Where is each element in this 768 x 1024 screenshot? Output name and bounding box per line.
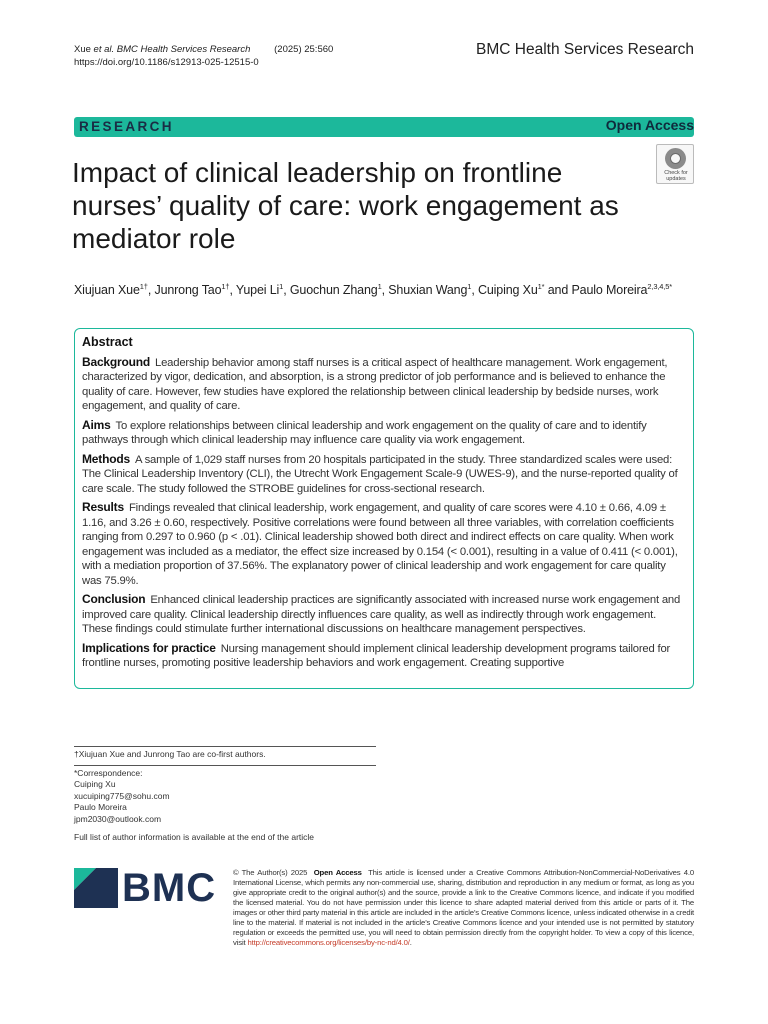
section-heading: Results [82, 500, 124, 514]
abstract-section [82, 355, 686, 414]
article-type-label: RESEARCH [79, 119, 174, 134]
section-text: Nursing management should implement clinical leadership development programs tailored for frontline nurses, promoting positive leadership behaviors and work engagement. Creating supportive [82, 642, 671, 669]
abstract-section [82, 500, 686, 588]
check-updates-icon [665, 148, 686, 169]
open-access-label: Open Access [605, 117, 694, 133]
author-info-note: Full list of author information is available at the end of the article [74, 832, 315, 842]
correspondence-label: *Correspondence: [74, 768, 143, 778]
bmc-logo [74, 866, 217, 910]
correspondent-name: Paulo Moreira [74, 802, 127, 813]
citation-line [74, 43, 333, 56]
article-title: Impact of clinical leadership on frontline nurses’ quality of care: work engagement as mediator role [72, 157, 619, 254]
bmc-logo-text: BMC [122, 866, 217, 910]
check-for-updates-badge[interactable] [656, 144, 694, 184]
section-text: To explore relationships between clinical leadership and work engagement on the quality of care and to identify pathways through which clinical leadership may influence care quality via work engagement. [82, 419, 647, 446]
abstract-section [82, 452, 686, 497]
abstract-box [74, 328, 694, 689]
citation-journal: BMC Health Services Research [116, 44, 251, 55]
author-affiliation-marker: 1 [467, 281, 472, 291]
author-name: Yupei Li [235, 283, 280, 297]
correspondent-email[interactable]: jpm2030@outlook.com [74, 813, 162, 824]
author-affiliation-marker: 1 [279, 281, 284, 291]
abstract-heading: Abstract [82, 335, 133, 349]
section-heading: Background [82, 354, 151, 369]
author-list: Xiujuan Xue$^{1\dagger}$, Junrong Tao$^{1\dagger}$, Yupei Li$^1$, Guochun Zhang$^1$, Shuxian Wang$^1$, Cuiping $Xu^{1*}$ and Paulo Moreira$^{2,3,4,5*}$ [74, 281, 673, 297]
section-text: Enhanced clinical leadership practices are significantly associated with increased nurse work engagement and improved care quality. Clinical leadership directly influences care quality, as well as indirectly through work engagement. These findings could stimulate further international discussions on healthcare management perspectives. [82, 594, 681, 635]
bmc-logo-mark-icon [74, 868, 118, 908]
author-name: Junrong Tao [154, 283, 222, 297]
citation-etal: et al. [93, 44, 115, 55]
license-link-tail: . [409, 938, 412, 947]
citation-year-volume: (2025) 25:560 [274, 44, 334, 55]
research-banner [74, 117, 694, 137]
author-name: Shuxian Wang [388, 283, 468, 297]
abstract-section [82, 592, 686, 637]
section-text: A sample of 1,029 staff nurses from 20 hospitals participated in the study. Three standardized scales were used: The Clinical Leadership Inventory (CLI), the Utrecht Work Engagement Scale-9 (UWES-9), and the nurse-reported quality of care scale. The study followed the STROBE guidelines for cross-sectional research. [82, 453, 678, 495]
running-header [74, 43, 333, 69]
correspondent-name: Cuiping Xu [74, 779, 116, 790]
journal-name: BMC Health Services Research [476, 41, 694, 58]
abstract-section [82, 418, 686, 448]
section-text: Findings revealed that clinical leadership, work engagement, and quality of care scores were 4.10 ± 0.66, 4.09 ± 1.16, and 3.26 ± 0.60, respectively. Positive correlations were found between all three variables, with correlation coefficients ranging from 0.297 to 0.960 (p < .01). Clinical leadership showed both direct and indirect effects on care quality. When work engagement was included as a mediator, the effect size increased by 0.154 (< 0.001), resulting in a value of 0.411 (< 0.001), with a mediation proportion of 37.56%. The explanatory power of clinical leadership and work engagement for care quality was 75.9%. [82, 502, 678, 587]
footnote-divider [74, 746, 376, 747]
section-heading: Implications for practice [82, 640, 216, 655]
author-name: Xiujuan Xue [74, 283, 140, 297]
correspondent-email[interactable]: xucuiping775@sohu.com [74, 790, 170, 801]
section-text: Leadership behavior among staff nurses is a critical aspect of healthcare management. Work engagement, characterized by vigor, dedication, and absorption, is a strong predictor of job performance and is believed to enhance the quality of care. However, few studies have explored the relationship between clinical leadership by bedside nurses, work engagement, and quality of care. [82, 356, 668, 412]
author-affiliation-marker: 1* [537, 281, 545, 291]
correspondence-block [74, 768, 170, 825]
license-link[interactable]: http://creativecommons.org/licenses/by-nc-nd/4.0/ [247, 938, 410, 947]
author-name: Cuiping Xu [477, 283, 538, 297]
license-open-access: Open Access [313, 868, 362, 877]
section-heading: Methods [82, 451, 130, 466]
author-affiliation-marker: 2,3,4,5* [647, 281, 673, 291]
doi-link[interactable]: https://doi.org/10.1186/s12913-025-12515-0 [74, 57, 259, 68]
license-text: This article is licensed under a Creative Commons Attribution-NonCommercial-NoDerivatives 4.0 International License, which permits any non-commercial use, sharing, distribution and reproduction in any medium or format, as long as you give appropriate credit to the original author(s) and the source, provide a link to the Creative Commons licence, and indicate if you modified the licensed material. You do not have permission under this licence to share adapted material derived from this article or parts of it. The images or other third party material in this article are included in the article’s Creative Commons licence, unless indicated otherwise in a credit line to the material. If material is not included in the article’s Creative Commons licence and your intended use is not permitted by statutory regulation or exceeds the permitted use, you will need to obtain permission directly from the copyright holder. To view a copy of this licence, visit [233, 868, 694, 947]
author-affiliation-marker: 1† [139, 281, 148, 291]
author-affiliation-marker: 1† [221, 281, 230, 291]
section-heading: Aims [82, 417, 111, 432]
citation-authors: Xue [74, 44, 91, 55]
author-name: Guochun Zhang [289, 283, 378, 297]
abstract-section [82, 641, 686, 671]
copyright-text: © The Author(s) 2025 [233, 868, 308, 877]
author-name: Paulo Moreira [571, 283, 648, 297]
check-updates-text: Check for updates [664, 170, 688, 182]
co-first-author-note: †Xiujuan Xue and Junrong Tao are co-first authors. [74, 749, 266, 759]
author-affiliation-marker: 1 [377, 281, 382, 291]
footnote-divider [74, 765, 376, 766]
license-statement [233, 868, 694, 948]
section-heading: Conclusion [82, 592, 146, 606]
